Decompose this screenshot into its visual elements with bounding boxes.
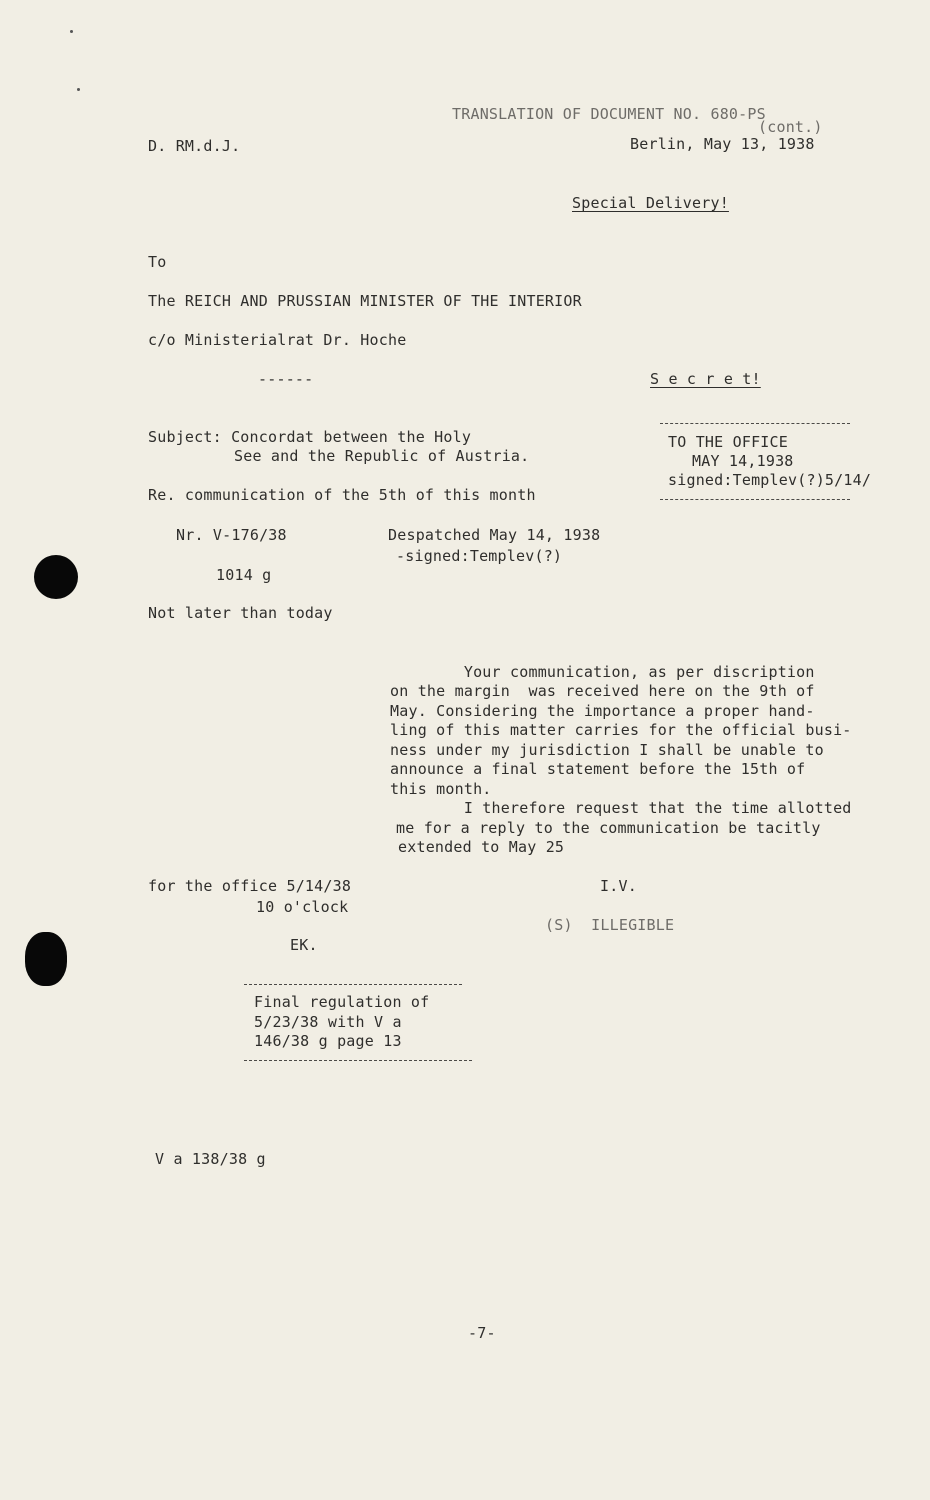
- sender-ref: D. RM.d.J.: [148, 137, 241, 155]
- stamp-top-rule: [660, 423, 850, 424]
- body-para-1-line-5: ness under my jurisdiction I shall be unable to: [390, 741, 824, 759]
- stamp-line-2: MAY 14,1938: [692, 452, 794, 470]
- body-para-1-line-7: this month.: [390, 780, 492, 798]
- note-line-1: Final regulation of: [254, 993, 430, 1011]
- file-code: 1014 g: [216, 566, 272, 584]
- to-label: To: [148, 253, 167, 271]
- body-para-1-line-2: on the margin was received here on the 9th of: [390, 682, 815, 700]
- body-para-2-line-3: extended to May 25: [398, 838, 565, 856]
- signature-illegible: (S) ILLEGIBLE: [545, 916, 675, 934]
- file-reference: V a 138/38 g: [155, 1150, 266, 1168]
- translation-title: TRANSLATION OF DOCUMENT NO. 680-PS: [452, 105, 766, 123]
- place-date: Berlin, May 13, 1938: [630, 135, 815, 153]
- re-line: Re. communication of the 5th of this month: [148, 486, 536, 504]
- subject-line-2: See and the Republic of Austria.: [234, 447, 530, 465]
- punch-hole-upper: [34, 555, 78, 599]
- note-line-2: 5/23/38 with V a: [254, 1013, 402, 1031]
- office-note-line-2: 10 o'clock: [256, 898, 349, 916]
- translation-cont: (cont.): [758, 118, 823, 136]
- page-number: -7-: [468, 1324, 496, 1342]
- attention-line: c/o Ministerialrat Dr. Hoche: [148, 331, 407, 349]
- speck: [77, 88, 80, 91]
- deadline-note: Not later than today: [148, 604, 333, 622]
- note-line-3: 146/38 g page 13: [254, 1032, 402, 1050]
- classification: S e c r e t!: [650, 370, 761, 388]
- note-top-rule: [244, 984, 462, 985]
- despatched-line-1: Despatched May 14, 1938: [388, 526, 601, 544]
- note-bottom-rule: [244, 1060, 472, 1061]
- stamp-line-3: signed:Templev(?)5/14/: [668, 471, 872, 489]
- body-para-2-line-1: I therefore request that the time allotted: [390, 799, 852, 817]
- stamp-bottom-rule: [660, 499, 850, 500]
- despatched-line-2: -signed:Templev(?): [396, 547, 563, 565]
- body-para-2-line-2: me for a reply to the communication be tacitly: [396, 819, 821, 837]
- body-para-1-line-6: announce a final statement before the 15th of: [390, 760, 806, 778]
- subject-line-1: Subject: Concordat between the Holy: [148, 428, 472, 446]
- body-para-1-line-4: ling of this matter carries for the official busi-: [390, 721, 852, 739]
- body-para-1-line-1: Your communication, as per discription: [390, 663, 815, 681]
- recipient: The REICH AND PRUSSIAN MINISTER OF THE INTERIOR: [148, 292, 582, 310]
- initials: EK.: [290, 936, 318, 954]
- punch-hole-lower: [25, 932, 67, 986]
- file-number: Nr. V-176/38: [176, 526, 287, 544]
- separator: ------: [258, 370, 314, 388]
- speck: [70, 30, 73, 33]
- office-note-line-1: for the office 5/14/38: [148, 877, 352, 895]
- stamp-line-1: TO THE OFFICE: [668, 433, 788, 451]
- body-para-1-line-3: May. Considering the importance a proper hand-: [390, 702, 815, 720]
- special-delivery: Special Delivery!: [572, 194, 729, 212]
- signature-iv: I.V.: [600, 877, 637, 895]
